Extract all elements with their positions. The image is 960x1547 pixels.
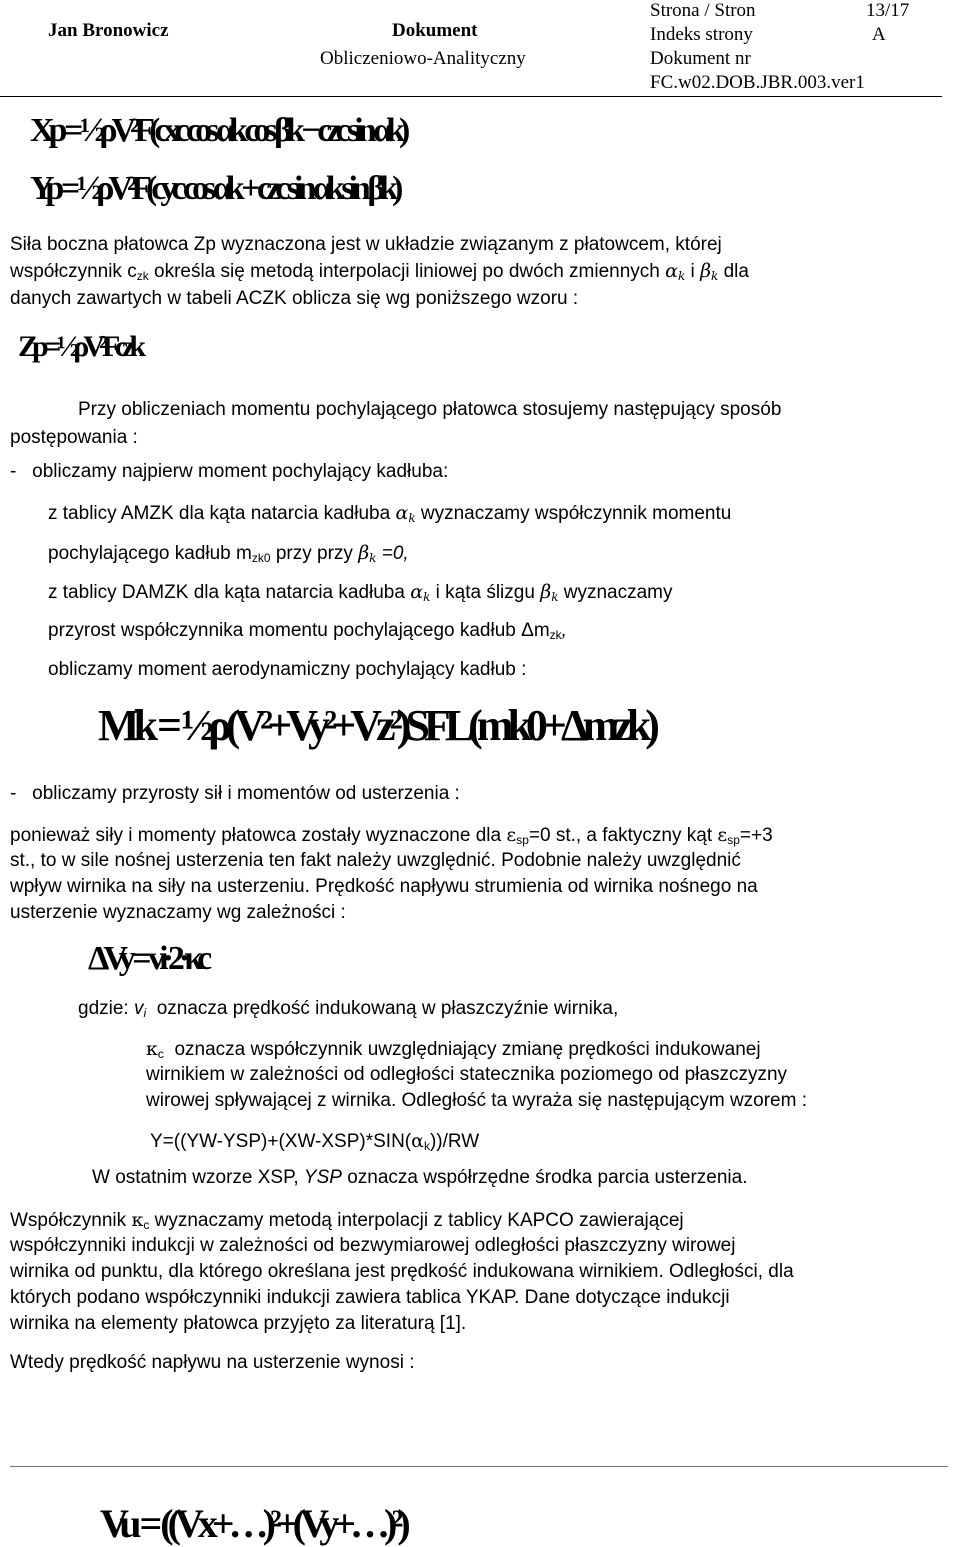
ostatnim-line: W ostatnim wzorze XSP, YSP oznacza współrzędne środka parcia usterzenia.	[92, 1167, 748, 1188]
formula-vu: Vu = ((Vx+…)²+(Vy+…)²)	[100, 1501, 405, 1546]
para3-line4: usterzenie wyznaczamy wg zależności :	[10, 902, 346, 923]
para4-line5: wirnika na elementy płatowca przyjęto za literaturą [1].	[10, 1313, 467, 1334]
header-rule	[0, 96, 942, 97]
formula-mk: Mk = ½ρ(V²+Vy²+Vz²)SFL(mk0+Δmzk)	[98, 701, 654, 750]
doc-label: Dokument	[392, 20, 478, 41]
item-2: pochylającego kadłub $m_{zk0}$ przy przy $\beta_k =0$,	[48, 542, 409, 565]
index-label: Indeks strony	[650, 24, 753, 45]
para2-line1: Przy obliczeniach momentu pochylającego płatowca stosujemy następujący sposób	[78, 399, 782, 420]
index-value: A	[872, 24, 886, 45]
dash-2: - obliczamy przyrosty sił i momentów od usterzenia :	[10, 783, 460, 804]
dash-1: - obliczamy najpierw moment pochylający kadłuba:	[10, 461, 449, 482]
para2-line2: postępowania :	[10, 427, 138, 448]
doc-type: Obliczeniowo-Analityczny	[320, 48, 526, 69]
formula-vy: ΔVy = vi·2·κc	[88, 940, 207, 977]
kappa-line3: wirowej spływającej z wirnika. Odległość ta wyraża się następującym wzorem :	[146, 1090, 808, 1111]
para3-line2: st., to w sile nośnej usterzenia ten fakt należy uwzględnić. Podobnie należy uwzględnić	[10, 850, 741, 871]
formula-yp: Yp = ½ρV²F(cyc cos αk + czc sin αk sin βk)	[30, 170, 398, 207]
author: Jan Bronowicz	[48, 20, 169, 41]
page-label: Strona / Stron	[650, 0, 756, 21]
para4-line3: wirnika od punktu, dla którego określana jest prędkość indukowana wirnikiem. Odległości, dla	[10, 1261, 794, 1282]
formula-xp: Xp = ½ρV²F(cxc cos αk cos βk − czc sin αk)	[30, 112, 405, 149]
item-5: obliczamy moment aerodynamiczny pochylający kadłub :	[48, 659, 527, 680]
para1-line1: Siła boczna płatowca Zp wyznaczona jest w układzie związanym z płatowcem, której	[10, 234, 722, 255]
kappa-line2: wirnikiem w zależności od odległości statecznika poziomego od płaszczyzny	[146, 1064, 788, 1085]
gdzie-line: gdzie: $v_i$ oznacza prędkość indukowaną w płaszczyźnie wirnika,	[78, 998, 619, 1020]
para4-line4: których podano współczynniki indukcji zawiera tablica YKAP. Dane dotyczące indukcji	[10, 1287, 730, 1308]
docnr-value: FC.w02.DOB.JBR.003.ver1	[650, 72, 865, 93]
page-value: 13/17	[866, 0, 910, 21]
para5: Wtedy prędkość napływu na usterzenie wynosi :	[10, 1352, 415, 1373]
para3-line1: ponieważ siły i momenty płatowca zostały wyznaczone dla $\varepsilon_{sp}=0$ st., a faktyczny kąt $\varepsilon_{sp}=+3$	[10, 824, 773, 847]
para4-line2: współczynniki indukcji w zależności od bezwymiarowej odległości płaszczyzny wirowej	[10, 1235, 736, 1256]
para1-line3: danych zawartych w tabeli ACZK oblicza się wg poniższego wzoru :	[10, 288, 579, 309]
item-1: z tablicy AMZK dla kąta natarcia kadłuba $\alpha_k$ wyznaczamy współczynnik momentu	[48, 502, 732, 525]
kappa-line1: $\kappa_c$ oznacza współczynnik uwzględniający zmianę prędkości indukowanej	[146, 1038, 761, 1061]
item-3: z tablicy DAMZK dla kąta natarcia kadłuba $\alpha_k$ i kąta ślizgu $\beta_k$ wyznaczamy	[48, 581, 673, 604]
docnr-label: Dokument nr	[650, 48, 751, 69]
para1-line2: współczynnik $c_{zk}$ określa się metodą interpolacji liniowej po dwóch zmiennych $\alpha_k$ i $\beta_k$ dla	[10, 260, 749, 283]
y-formula: $Y=((YW-YSP)+(XW-XSP)*SIN(\alpha_k))/RW$	[150, 1130, 480, 1153]
footer-rule	[10, 1466, 948, 1467]
formula-zp: Zp = ½ρV²F czk	[18, 330, 141, 363]
item-4: przyrost współczynnika momentu pochylającego kadłub $\Delta m_{zk}$,	[48, 620, 567, 642]
para3-line3: wpływ wirnika na siły na usterzeniu. Prędkość napływu strumienia od wirnika nośnego na	[10, 876, 758, 897]
para4-line1: Współczynnik $\kappa_c$ wyznaczamy metodą interpolacji z tablicy KAPCO zawierającej	[10, 1209, 684, 1232]
